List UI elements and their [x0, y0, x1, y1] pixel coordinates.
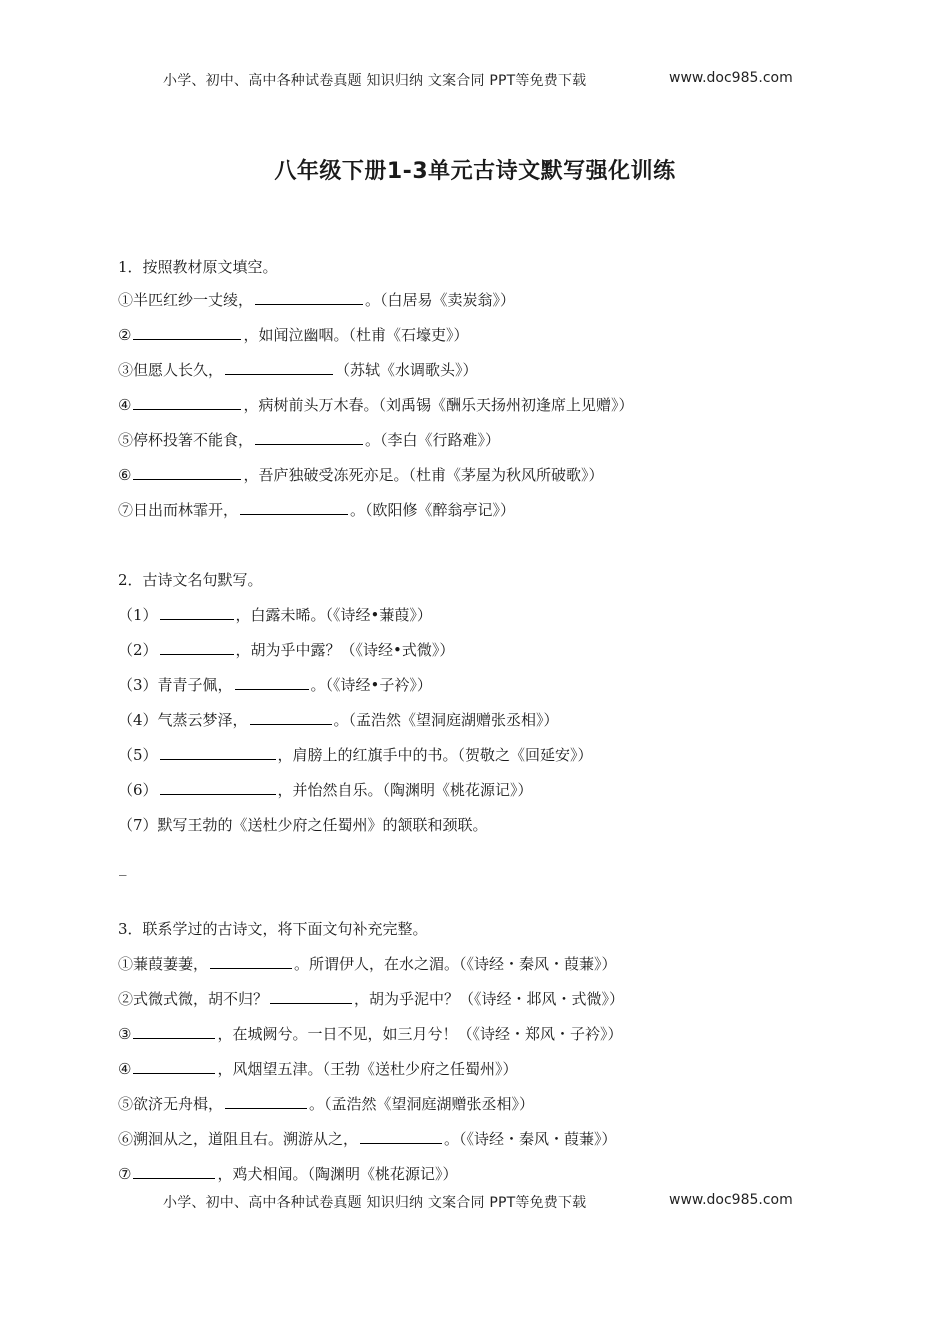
answer-blank[interactable]: [160, 779, 276, 795]
section3-item: ⑥溯洄从之，道阻且右。溯游从之， 。（《诗经・秦风・葭蒹》）: [118, 1130, 617, 1148]
answer-blank[interactable]: [133, 324, 241, 340]
answer-blank[interactable]: [235, 674, 309, 690]
answer-blank[interactable]: [133, 394, 241, 410]
answer-blank[interactable]: [360, 1128, 442, 1144]
document-title: 八年级下册1-3单元古诗文默写强化训练: [274, 159, 676, 184]
answer-blank[interactable]: [160, 604, 234, 620]
section3-item: ⑤欲济无舟楫， 。（孟浩然《望洞庭湖赠张丞相》）: [118, 1095, 535, 1113]
page-header: [0, 70, 950, 92]
section3-item: ③ ，在城阙兮。一日不见，如三月兮！（《诗经・郑风・子衿》）: [118, 1025, 623, 1043]
answer-blank[interactable]: [255, 429, 363, 445]
section2-item: （5） ，肩膀上的红旗手中的书。（贺敬之《回延安》）: [118, 746, 593, 764]
header-url[interactable]: www.doc985.com: [669, 70, 793, 86]
page-footer: [0, 1192, 950, 1214]
answer-blank[interactable]: [250, 709, 332, 725]
section1-item: ⑥ ，吾庐独破受冻死亦足。（杜甫《茅屋为秋风所破歌》）: [118, 466, 604, 484]
section1-item: ② ，如闻泣幽咽。（杜甫《石壕吏》）: [118, 326, 469, 344]
section1-item: ①半匹红纱一丈绫， 。（白居易《卖炭翁》）: [118, 291, 516, 309]
answer-blank[interactable]: [133, 464, 241, 480]
footer-text: 小学、初中、高中各种试卷真题 知识归纳 文案合同 PPT等免费下载: [163, 1195, 587, 1211]
section3-item: ④ ，风烟望五津。（王勃《送杜少府之任蜀州》）: [118, 1060, 518, 1078]
section2-item: （2） ，胡为乎中露？（《诗经•式微》）: [118, 641, 455, 659]
section2-heading: 2．古诗文名句默写。: [118, 571, 263, 589]
answer-blank[interactable]: [240, 499, 348, 515]
section2-item: （6） ，并怡然自乐。（陶渊明《桃花源记》）: [118, 781, 533, 799]
section2-item7: （7）默写王勃的《送杜少府之任蜀州》的颔联和颈联。: [118, 816, 488, 834]
answer-line[interactable]: _: [119, 858, 127, 876]
answer-blank[interactable]: [160, 744, 276, 760]
answer-blank[interactable]: [133, 1058, 215, 1074]
section1-item: ⑦日出而林霏开， 。（欧阳修《醉翁亭记》）: [118, 501, 516, 519]
answer-blank[interactable]: [133, 1023, 215, 1039]
section1-heading: 1．按照教材原文填空。: [118, 258, 278, 276]
header-text: 小学、初中、高中各种试卷真题 知识归纳 文案合同 PPT等免费下载: [163, 73, 587, 89]
section2-item: （3）青青子佩， 。（《诗经•子衿》）: [118, 676, 432, 694]
answer-blank[interactable]: [225, 1093, 307, 1109]
section2-item: （4）气蒸云梦泽， 。（孟浩然《望洞庭湖赠张丞相》）: [118, 711, 559, 729]
section3-item: ①蒹葭萋萋， 。所谓伊人，在水之湄。（《诗经・秦风・葭蒹》）: [118, 955, 617, 973]
answer-blank[interactable]: [255, 289, 363, 305]
answer-blank[interactable]: [270, 988, 352, 1004]
footer-url[interactable]: www.doc985.com: [669, 1192, 793, 1208]
section1-item: ⑤停杯投箸不能食， 。（李白《行路难》）: [118, 431, 501, 449]
answer-blank[interactable]: [133, 1163, 215, 1179]
section3-item: ②式微式微，胡不归？ ，胡为乎泥中？（《诗经・邶风・式微》）: [118, 990, 625, 1008]
section3-heading: 3．联系学过的古诗文，将下面文句补充完整。: [118, 920, 428, 938]
section3-item: ⑦ ，鸡犬相闻。（陶渊明《桃花源记》）: [118, 1165, 458, 1183]
section1-item: ④ ，病树前头万木春。（刘禹锡《酬乐天扬州初逢席上见赠》）: [118, 396, 634, 414]
answer-blank[interactable]: [210, 953, 292, 969]
answer-blank[interactable]: [160, 639, 234, 655]
answer-blank[interactable]: [225, 359, 333, 375]
section2-item: （1） ，白露未晞。（《诗经•蒹葭》）: [118, 606, 432, 624]
section1-item: ③但愿人长久， （苏轼《水调歌头》）: [118, 361, 478, 379]
